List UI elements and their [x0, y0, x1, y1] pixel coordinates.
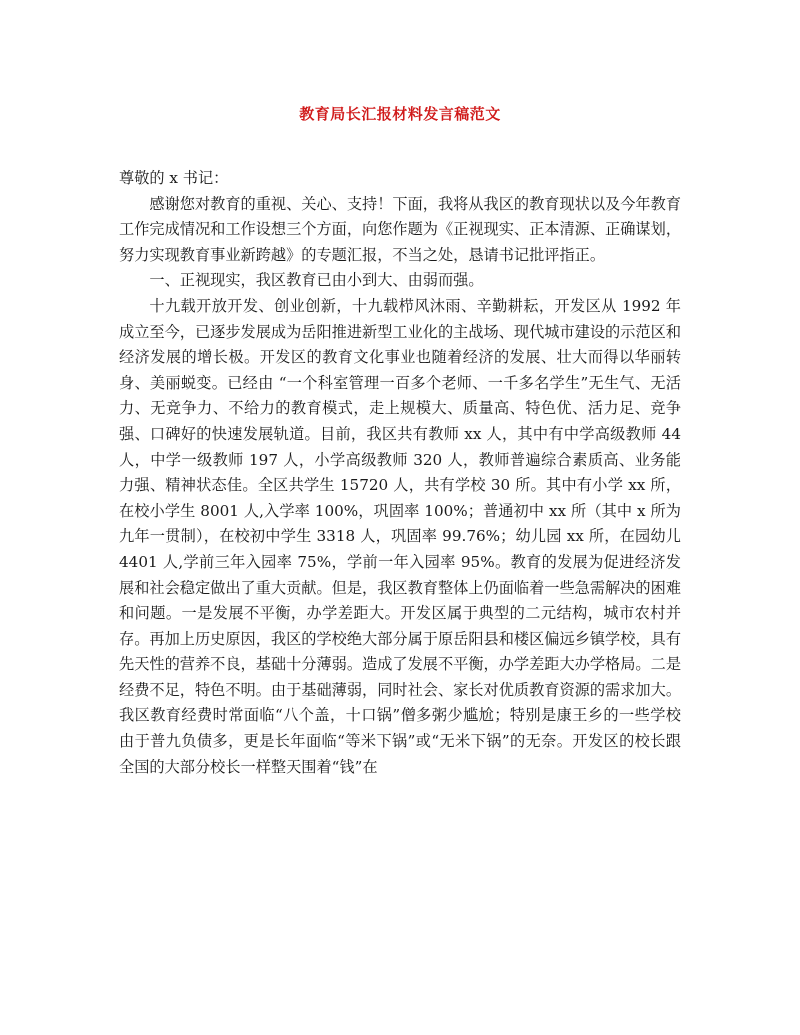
section-heading-1: 一、正视现实，我区教育已由小到大、由弱而强。	[149, 271, 484, 290]
paragraph-overview: 十九载开放开发、创业创新，十九载栉风沐雨、辛勤耕耘，开发区从 1992 年成立至今，已逐步发展成为岳阳推进新型工业化的主战场、现代城市建设的示范区和经济发展的增长极。开发区的教育文化事业也随着经济的发展、壮大而得以华丽转身、美丽蜕变。已经由 “一个科室管理一百多个老师、一千多名学生”无生气、无活力、无竞争力、不给力的教育模式，走上规模大、质量高、特色优、活力足、竞争强、口碑好的快速发展轨道。目前，我区共有教师 xx 人，其中有中学高级教师 44 人，中学一级教师 197 人，小学高级教师 320 人，教师普遍综合素质高、业务能力强、精神状态佳。全区共学生 15720 人，共有学校 30 所。其中有小学 xx 所，在校小学生 8001 人,入学率 100%，巩固率 100%；普通初中 xx 所（其中 x 所为九年一贯制），在校初中学生 3318 人，巩固率 99.76%；幼儿园 xx 所，在园幼儿 4401 人,学前三年入园率 75%，学前一年入园率 95%。教育的发展为促进经济发展和社会稳定做出了重大贡献。但是，我区教育整体上仍面临着一些急需解决的困难和问题。一是发展不平衡，办学差距大。开发区属于典型的二元结构，城市农村并存。再加上历史原因，我区的学校绝大部分属于原岳阳县和楼区偏远乡镇学校，具有先天性的营养不良，基础十分薄弱。造成了发展不平衡，办学差距大办学格局。二是经费不足，特色不明。由于基础薄弱，同时社会、家长对优质教育资源的需求加大。我区教育经费时常面临“八个盖，十口锅”僧多粥少尴尬；特别是康王乡的一些学校由于普九负债多，更是长年面临“等米下锅”或“无米下锅”的无奈。开发区的校长跟全国的大部分校长一样整天围着“钱”在	[119, 296, 681, 776]
salutation: 尊敬的 x 书记：	[119, 169, 229, 187]
paragraph-intro: 感谢您对教育的重视、关心、支持！下面，我将从我区的教育现状以及今年教育工作完成情况和工作设想三个方面，向您作题为《正视现实、正本清源、正确谋划，努力实现教育事业新跨越》的专题汇报，不当之处，恳请书记批评指正。	[119, 194, 681, 264]
document-title: 教育局长汇报材料发言稿范文	[299, 105, 501, 123]
document-body	[119, 166, 681, 780]
